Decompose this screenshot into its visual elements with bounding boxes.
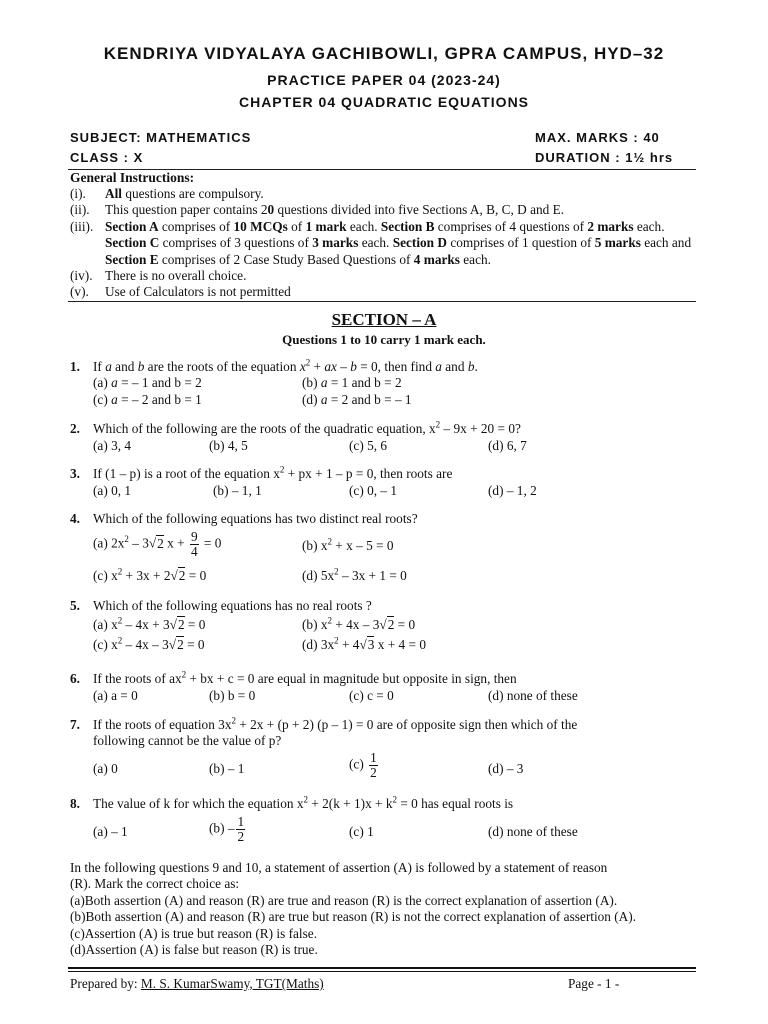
instruction-text: All questions are compulsory. (105, 186, 264, 201)
question-number: 6. (70, 671, 80, 686)
question-text: Which of the following equations has two distinct real roots? (93, 511, 418, 526)
option-c: (c) $x^2 - 4x - 3√2 = 0$ (93, 635, 205, 652)
assertion-intro-line-1: In the following questions 9 and 10, a statement of assertion (A) is followed by a statement of reason (70, 860, 608, 875)
assertion-choice-c: (c)Assertion (A) is true but reason (R) is false. (70, 925, 318, 941)
option-d: (d) $3x^2 + 4√3$ x + 4 = 0 (302, 635, 426, 652)
question-number: 4. (70, 511, 80, 526)
instructions-list (70, 186, 700, 301)
page-number: Page - 1 - (568, 976, 620, 991)
option-d: (d) none of these (488, 688, 578, 703)
question-text: The value of k for which the equation $x^2 + 2(k + 1)x + k^2 = 0$ has equal roots is (93, 794, 514, 811)
option-c: (c) a = – 2 and b = 1 (93, 392, 202, 407)
instruction-text: Use of Calculators is not permitted (105, 284, 291, 300)
question-number: 3. (70, 466, 80, 481)
option-c: (c) 5, 6 (349, 438, 388, 453)
instruction-item (70, 202, 700, 218)
assertion-intro-line-2: (R). Mark the correct choice as: (70, 876, 240, 892)
option-d: (d) none of these (488, 824, 578, 839)
duration-label: DURATION : 1½ hrs (535, 150, 674, 165)
question-text: Which of the following equations has no real roots ? (93, 598, 372, 613)
instruction-number: (v). (70, 284, 89, 300)
question-text: If a and b are the roots of the equation $x^2$ + ax – b = 0, then find a and b. (93, 357, 478, 374)
instruction-number: (i). (70, 186, 86, 201)
instruction-item (70, 219, 700, 268)
question-number: 2. (70, 421, 80, 436)
assertion-choice-b: (b)Both assertion (A) and reason (R) are true but reason (R) is not the correct explanation of assertion (A). (70, 909, 637, 925)
question-number: 1. (70, 359, 80, 374)
option-b: (b) – $\frac{1}{2}$ (209, 814, 245, 844)
instruction-item (70, 284, 700, 300)
option-c: (c) 1 (349, 824, 374, 839)
question-number: 5. (70, 598, 80, 613)
option-c: (c) 0, – 1 (349, 483, 397, 498)
prepared-by: Prepared by: M. S. KumarSwamy, TGT(Maths) (70, 976, 324, 991)
footer-divider (68, 967, 696, 972)
option-b: (b) a = 1 and b = 2 (302, 375, 402, 390)
option-d: (d) 6, 7 (488, 438, 527, 453)
option-d: (d) a = 2 and b = – 1 (302, 392, 412, 407)
option-a: (a) 0, 1 (93, 483, 132, 498)
option-d: (d) – 1, 2 (488, 483, 537, 498)
option-c: (c) c = 0 (349, 688, 394, 703)
instruction-number: (ii). (70, 202, 90, 218)
option-a: (a) $2x^2 - 3√2$ x + $\frac{9}{4}$ = 0 (93, 529, 222, 559)
option-d: (d) $5x^2 - 3x + 1 = 0$ (302, 566, 407, 583)
option-b: (b) 4, 5 (209, 438, 248, 453)
option-b: (b) b = 0 (209, 688, 256, 703)
subject-label: SUBJECT: MATHEMATICS (70, 130, 252, 145)
instruction-number: (iii). (70, 218, 94, 234)
option-c: (c) $x^2 + 3x + 2√2 = 0$ (93, 566, 207, 583)
question-text: Which of the following are the roots of the quadratic equation, $x^2 - 9x + 20 = 0$? (93, 419, 521, 436)
chapter-title: CHAPTER 04 QUADRATIC EQUATIONS (238, 94, 530, 110)
option-a: (a) – 1 (93, 824, 128, 839)
option-a: (a) 3, 4 (93, 438, 132, 453)
section-a-subtitle: Questions 1 to 10 carry 1 mark each. (282, 332, 486, 347)
paper-title: PRACTICE PAPER 04 (2023-24) (267, 72, 501, 88)
instruction-text: Section A comprises of 10 MCQs of 1 mark each. Section B comprises of 4 questions of 2 marks each. Section C comprises of 3 questions of 3 marks each. Section D comprises of 1 question of 5 marks each and Section E comprises of 2 Case Study Based Questions of 4 marks each. (105, 218, 692, 267)
question-number: 7. (70, 717, 80, 732)
instruction-text: This question paper contains 20 questions divided into five Sections A, B, C, D and E. (105, 202, 565, 218)
option-a: (a) 0 (93, 761, 118, 776)
question-text: If the roots of equation $3x^2 + 2x + (p + 2)$ (p – 1) = 0 are of opposite sign then which of the following cannot be the value of p? (93, 715, 578, 749)
assertion-reason-intro (70, 860, 740, 958)
question-number: 8. (70, 796, 80, 811)
option-d: (d) – 3 (488, 761, 524, 776)
instruction-item (70, 186, 700, 202)
school-name: KENDRIYA VIDYALAYA GACHIBOWLI, GPRA CAMPUS, HYD–32 (103, 44, 665, 63)
assertion-choice-d: (d)Assertion (A) is false but reason (R) is true. (70, 942, 318, 958)
question-text: If the roots of $ax^2$ + bx + c = 0 are equal in magnitude but opposite in sign, then (93, 669, 517, 686)
option-b: (b) $x^2 + 4x - 3√2 = 0$ (302, 615, 416, 632)
question-text: If (1 – p) is a root of the equation $x^2$ + px + 1 – p = 0, then roots are (93, 464, 453, 481)
instruction-text: There is no overall choice. (105, 268, 247, 284)
section-a-title: SECTION – A (331, 310, 437, 329)
instruction-number: (iv). (70, 268, 93, 284)
assertion-choice-a: (a)Both assertion (A) and reason (R) are true and reason (R) is the correct explanation of assertion (A). (70, 892, 618, 908)
option-b: (b) – 1, 1 (213, 483, 262, 498)
max-marks-label: MAX. MARKS : 40 (535, 130, 660, 145)
instruction-item (70, 268, 700, 284)
option-c: (c) $\frac{1}{2}$ (349, 750, 377, 780)
class-label: CLASS : X (70, 150, 144, 165)
option-a: (a) a = 0 (93, 688, 138, 703)
option-b: (b) – 1 (209, 761, 245, 776)
author-name: M. S. KumarSwamy, TGT(Maths) (140, 976, 324, 991)
option-a: (a) a = – 1 and b = 2 (93, 375, 202, 390)
instructions-divider (68, 301, 696, 302)
option-b: (b) $x^2 + x - 5 = 0$ (302, 536, 394, 553)
option-a: (a) $x^2 - 4x + 3√2 = 0$ (93, 615, 206, 632)
instructions-title: General Instructions: (70, 170, 195, 185)
